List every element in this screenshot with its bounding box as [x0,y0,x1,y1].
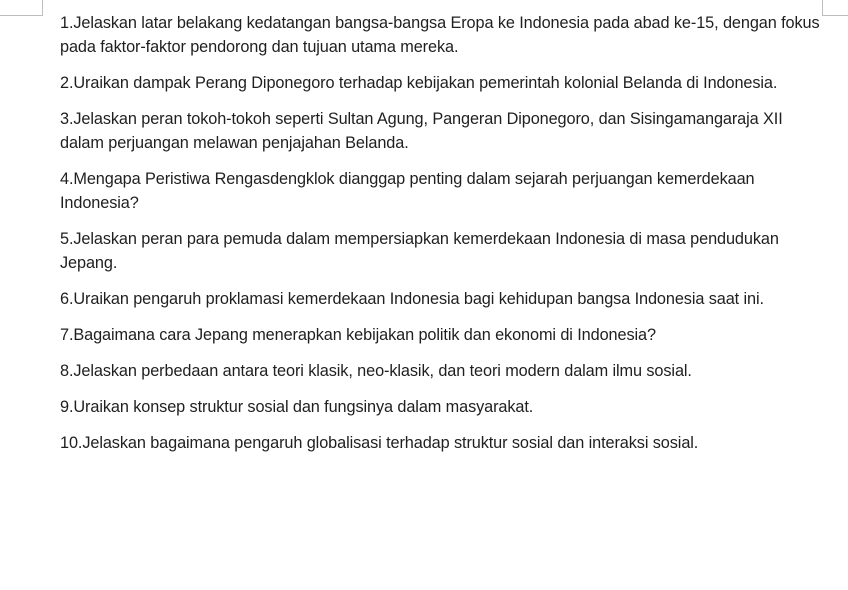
question-6: 6.Uraikan pengaruh proklamasi kemerdekaan Indonesia bagi kehidupan bangsa Indonesia saat ini. [60,290,764,308]
question-9: 9.Uraikan konsep struktur sosial dan fungsinya dalam masyarakat. [60,398,534,416]
question-list [60,11,830,467]
question-3: 3.Jelaskan peran tokoh-tokoh seperti Sultan Agung, Pangeran Diponegoro, dan Sisingamangaraja XII dalam perjuangan melawan penjajahan Belanda. [60,110,783,152]
question-4: 4.Mengapa Peristiwa Rengasdengklok dianggap penting dalam sejarah perjuangan kemerdekaan Indonesia? [60,170,755,212]
question-8: 8.Jelaskan perbedaan antara teori klasik, neo-klasik, dan teori modern dalam ilmu sosial. [60,362,692,380]
margin-crop-mark-top-left [42,0,43,16]
question-10: 10.Jelaskan bagaimana pengaruh globalisasi terhadap struktur sosial dan interaksi sosial. [60,434,699,452]
question-2: 2.Uraikan dampak Perang Diponegoro terhadap kebijakan pemerintah kolonial Belanda di Indonesia. [60,74,778,92]
margin-crop-mark-top-left [0,15,42,16]
question-1: 1.Jelaskan latar belakang kedatangan bangsa-bangsa Eropa ke Indonesia pada abad ke-15, dengan fokus pada faktor-faktor pendorong dan tujuan utama mereka. [60,14,820,56]
question-7: 7.Bagaimana cara Jepang menerapkan kebijakan politik dan ekonomi di Indonesia? [60,326,656,344]
question-5: 5.Jelaskan peran para pemuda dalam mempersiapkan kemerdekaan Indonesia di masa pendudukan Jepang. [60,230,779,272]
